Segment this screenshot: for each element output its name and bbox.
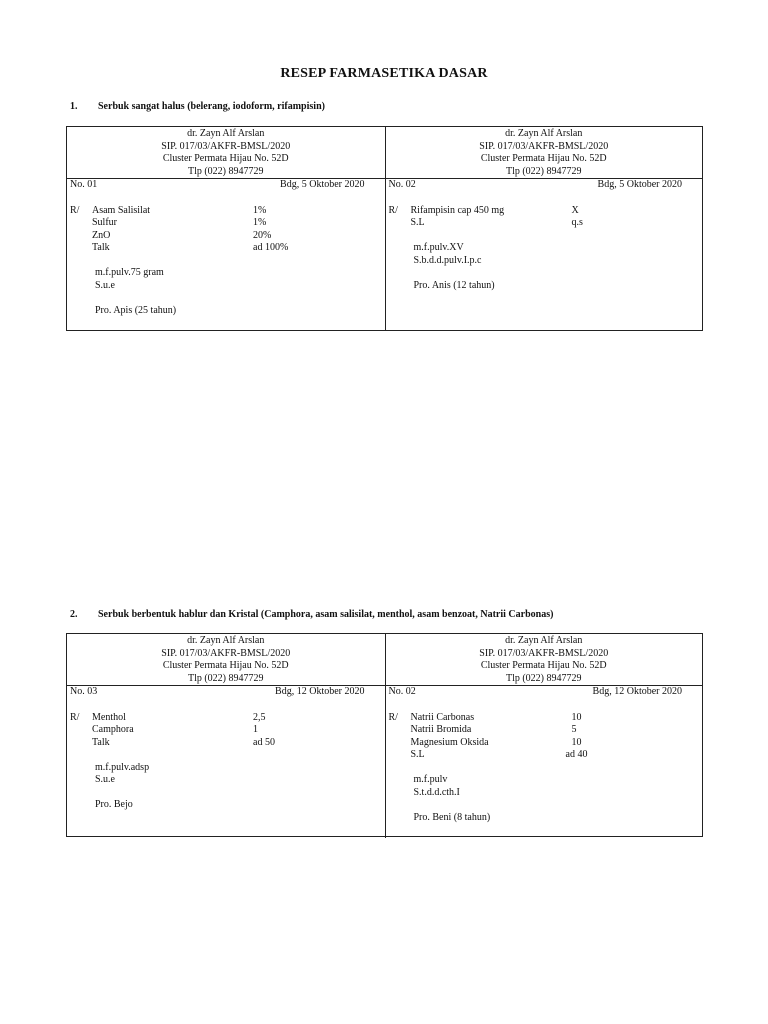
ingredient-row [70,242,385,255]
ingredient-qty: 1% [253,204,267,216]
ingredient-name: Talk [92,242,110,253]
doctor-sip: SIP. 017/03/AKFR-BMSL/2020 [479,647,609,659]
ingredient-qty: 1 [253,724,258,735]
recipe-sign: R/ [70,204,80,216]
ingredient-row [389,205,703,218]
page-title: RESEP FARMASETIKA DASAR [280,66,488,81]
ingredient-row [70,230,385,243]
prescription-date: Bdg, 12 Oktober 2020 [592,686,682,697]
ingredient-name: Natrii Carbonas [410,711,475,723]
doctor-name: dr. Zayn Alf Arslan [187,635,265,646]
ingredient-qty: 10 [571,711,582,723]
ingredient-name: Rifampisin cap 450 mg [410,204,505,216]
recipe-block [386,205,703,293]
instruction-line: m.f.pulv [413,774,448,785]
ingredient-row [389,712,703,725]
section-number: 1. [70,101,78,112]
doctor-header [67,634,385,686]
doctor-sip: SIP. 017/03/AKFR-BMSL/2020 [161,140,291,152]
prescription-date: Bdg, 5 Oktober 2020 [280,179,365,190]
doctor-header-row [67,634,702,686]
ingredient-qty: 20% [253,229,272,241]
doctor-phone: Tlp (022) 8947729 [505,672,582,684]
ingredient-name: Sulfur [92,217,117,228]
ingredient-row [70,724,385,737]
prescription-date: Bdg, 5 Oktober 2020 [597,179,682,190]
prescription-table-1 [66,126,703,331]
patient-line: Pro. Apis (25 tahun) [95,304,177,316]
instruction-line: m.f.pulv.75 gram [95,267,164,278]
prescription-card [385,686,703,838]
prescription-number: No. 01 [70,179,98,190]
instruction-line: S.u.e [95,279,115,291]
doctor-header [67,127,385,179]
recipe-block [386,712,703,825]
doctor-address: Cluster Permata Hijau No. 52D [162,153,289,164]
doctor-phone: Tlp (022) 8947729 [187,165,264,177]
ingredient-qty: ad 40 [565,749,588,760]
ingredient-qty: ad 50 [253,736,275,748]
prescription-number: No. 02 [388,179,416,190]
instruction-line: m.f.pulv.adsp [95,761,150,773]
recipe-sign: R/ [70,711,80,723]
patient-line: Pro. Bejo [95,799,133,810]
prescription-body-row [67,179,702,331]
ingredient-row [389,749,703,762]
section-heading-2 [70,609,553,620]
doctor-header [385,127,703,179]
ingredient-name: Talk [92,736,110,748]
prescription-card [67,686,385,838]
prescription-card [385,179,703,331]
doctor-sip: SIP. 017/03/AKFR-BMSL/2020 [161,647,291,659]
doctor-header-row [67,127,702,179]
patient-line: Pro. Anis (12 tahun) [413,279,495,291]
ingredient-row [389,737,703,750]
ingredient-row [70,737,385,750]
ingredient-name: ZnO [92,229,111,241]
ingredient-name: Asam Salisilat [92,204,151,216]
doctor-phone: Tlp (022) 8947729 [187,672,264,684]
ingredient-name: Natrii Bromida [410,724,472,735]
doctor-name: dr. Zayn Alf Arslan [505,635,583,646]
ingredient-qty: ad 100% [253,242,289,253]
ingredient-qty: 5 [571,724,577,735]
doctor-header [385,634,703,686]
doctor-phone: Tlp (022) 8947729 [505,165,582,177]
section-heading-1 [70,101,325,112]
recipe-block [67,205,385,318]
ingredient-row [70,712,385,725]
ingredient-name: S.L [410,749,425,760]
doctor-address: Cluster Permata Hijau No. 52D [480,153,607,164]
ingredient-qty: 1% [253,217,267,228]
instruction-line: m.f.pulv.XV [413,242,464,253]
recipe-sign: R/ [388,711,398,723]
prescription-number: No. 03 [70,686,98,697]
ingredient-row [70,205,385,218]
doctor-address: Cluster Permata Hijau No. 52D [480,660,607,671]
instruction-line: S.b.d.d.pulv.I.p.c [413,254,482,266]
ingredient-name: Camphora [92,724,134,735]
instruction-line: S.t.d.d.cth.I [413,786,460,798]
section-number: 2. [70,609,78,620]
ingredient-qty: X [571,204,579,216]
doctor-sip: SIP. 017/03/AKFR-BMSL/2020 [479,140,609,152]
instruction-line: S.u.e [95,774,115,785]
patient-line: Pro. Beni (8 tahun) [413,811,491,823]
prescription-number: No. 02 [388,686,416,697]
recipe-block [67,712,385,812]
doctor-address: Cluster Permata Hijau No. 52D [162,660,289,671]
prescription-body-row [67,686,702,838]
section-heading-text: Serbuk berbentuk hablur dan Kristal (Camphora, asam salisilat, menthol, asam benzoat, Natrii Carbonas) [98,609,554,620]
ingredient-row [70,217,385,230]
ingredient-name: Menthol [92,711,126,723]
doctor-name: dr. Zayn Alf Arslan [505,128,583,139]
prescription-card [67,179,385,331]
ingredient-qty: 2,5 [253,711,266,723]
section-heading-text: Serbuk sangat halus (belerang, iodoform, rifampisin) [98,101,325,112]
ingredient-name: Magnesium Oksida [410,736,489,748]
ingredient-qty: q.s [571,217,583,228]
ingredient-qty: 10 [571,736,582,748]
ingredient-name: S.L [410,217,425,228]
doctor-name: dr. Zayn Alf Arslan [187,128,265,139]
prescription-table-2 [66,633,703,837]
prescription-date: Bdg, 12 Oktober 2020 [275,686,365,697]
ingredient-row [389,217,703,230]
ingredient-row [389,724,703,737]
recipe-sign: R/ [388,204,398,216]
